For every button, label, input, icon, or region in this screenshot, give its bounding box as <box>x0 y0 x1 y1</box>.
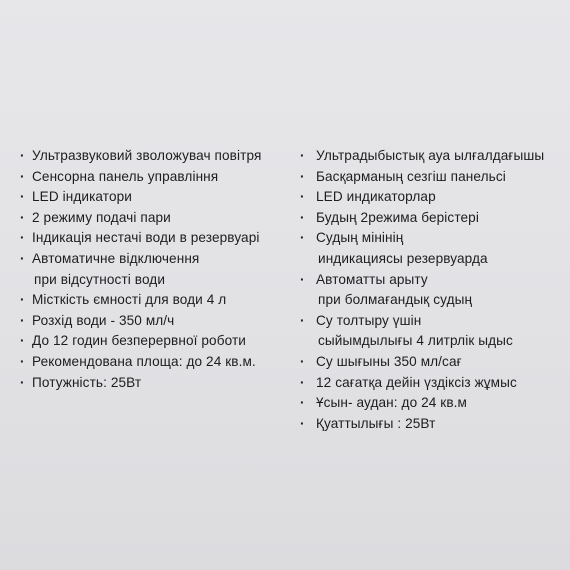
features-list-ukrainian <box>20 146 290 393</box>
feature-item <box>20 290 290 311</box>
bullet-icon: · <box>20 230 25 246</box>
bullet-icon: · <box>20 292 25 308</box>
bullet-icon: · <box>20 168 25 184</box>
feature-item <box>20 352 290 373</box>
feature-text: Қуаттылығы : 25Вт <box>316 415 436 431</box>
feature-item <box>20 167 290 188</box>
feature-text: До 12 годин безперервної роботи <box>32 333 246 349</box>
feature-text-continuation: при відсутності води <box>34 271 166 287</box>
feature-text: Потужність: 25Вт <box>32 374 142 390</box>
bullet-icon: · <box>300 374 305 390</box>
feature-item <box>300 187 560 208</box>
feature-text: Ультразвуковий зволожувач повітря <box>32 148 262 163</box>
feature-text: Місткість ємності для води 4 л <box>32 292 227 308</box>
feature-text: 12 сағатқа дейін үздіксіз жұмыс <box>316 374 517 390</box>
feature-text: Су толтыру үшін <box>316 312 422 328</box>
feature-text-continuation: при болмағандық судың <box>318 292 473 308</box>
feature-item <box>300 208 560 229</box>
feature-item <box>20 249 290 290</box>
feature-text: Розхід води - 350 мл/ч <box>32 312 175 328</box>
feature-item <box>300 393 560 414</box>
feature-text: LED индикаторлар <box>316 189 436 205</box>
feature-text: Автоматичне відключення <box>32 250 200 266</box>
feature-item <box>300 270 560 311</box>
feature-item <box>300 146 560 167</box>
feature-item <box>20 373 290 394</box>
bullet-icon: · <box>300 230 305 246</box>
feature-text: LED індикатори <box>32 189 132 205</box>
feature-item <box>300 167 560 188</box>
bullet-icon: · <box>300 148 305 163</box>
feature-text: Ұсын- аудан: до 24 кв.м <box>316 395 468 411</box>
feature-text-continuation: сыйымдылығы 4 литрлік ыдыс <box>318 333 513 349</box>
feature-item <box>20 228 290 249</box>
feature-text: Басқарманың сезгіш панельсі <box>316 168 506 184</box>
bullet-icon: · <box>20 189 25 205</box>
bullet-icon: · <box>300 353 305 369</box>
feature-text-continuation: индикациясы резервуарда <box>318 250 488 266</box>
bullet-icon: · <box>20 333 25 349</box>
bullet-icon: · <box>20 250 25 266</box>
bullet-icon: · <box>300 312 305 328</box>
feature-item <box>20 311 290 332</box>
feature-text: Індикація нестачі води в резервуарі <box>32 230 260 246</box>
feature-item <box>300 352 560 373</box>
bullet-icon: · <box>300 395 305 411</box>
feature-text: 2 режиму подачі пари <box>32 209 171 225</box>
feature-text: Сенсорна панель управління <box>32 168 219 184</box>
bullet-icon: · <box>20 148 25 163</box>
feature-item <box>300 311 560 352</box>
bullet-icon: · <box>300 271 305 287</box>
feature-item <box>20 208 290 229</box>
feature-item <box>20 331 290 352</box>
feature-text: Рекомендована площа: до 24 кв.м. <box>32 353 256 369</box>
feature-text: Будың 2режима берістері <box>316 209 479 225</box>
feature-text: Автоматты арыту <box>316 271 428 287</box>
feature-text: Судың мінінің <box>316 230 404 246</box>
feature-item <box>300 414 560 435</box>
feature-text: Су шығыны 350 мл/сағ <box>316 353 462 369</box>
feature-text: Ультрадыбыстық ауа ылғалдағышы <box>316 148 545 163</box>
feature-item <box>20 146 290 167</box>
bullet-icon: · <box>20 374 25 390</box>
bullet-icon: · <box>300 415 305 431</box>
bullet-icon: · <box>300 168 305 184</box>
feature-item <box>300 373 560 394</box>
bullet-icon: · <box>20 353 25 369</box>
bullet-icon: · <box>300 209 305 225</box>
features-list-kazakh <box>300 146 560 434</box>
bullet-icon: · <box>20 312 25 328</box>
feature-item <box>300 228 560 269</box>
bullet-icon: · <box>20 209 25 225</box>
feature-item <box>20 187 290 208</box>
bullet-icon: · <box>300 189 305 205</box>
